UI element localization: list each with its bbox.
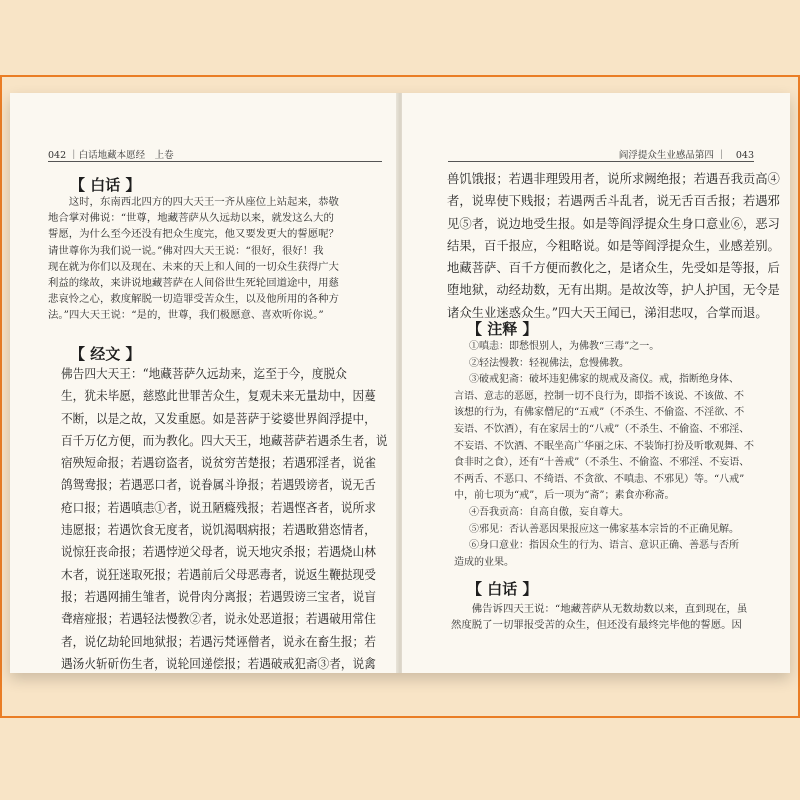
sutra-line: 遇汤火斩斫伤生者，说轮回递偿报；若遇破戒犯斋③者，说禽 <box>61 655 376 671</box>
frame-left-line <box>0 75 2 718</box>
vernacular-line: 这时，东南西北四方的四大天王一齐从座位上站起来，恭敬 <box>48 196 339 208</box>
sutra-text <box>61 363 388 673</box>
sutra-line: 宿殃短命报；若遇窃盗者，说贫穷苦楚报；若遇邪淫者，说雀 <box>61 455 376 471</box>
notes-text <box>454 339 754 571</box>
note-line: 妄语、不饮酒），有在家居士的“八戒”（不杀生、不偷盗、不邪淫、 <box>454 423 750 435</box>
sutra-heading: 【 经文 】 <box>70 345 141 363</box>
sutra-line: 地藏菩萨、百千方便而教化之，是诸众生，先受如是等报，后 <box>447 260 780 276</box>
note-line: ⑥身口意业：指因众生的行为、语言、意识正确、善恶与否所 <box>469 540 739 552</box>
vernacular-text-2 <box>451 601 747 633</box>
note-line: 造成的业果。 <box>454 556 514 568</box>
sutra-line: 聋瘖痖报；若遇轻法慢教②者，说永处恶道报；若遇破用常住 <box>61 611 376 627</box>
left-page <box>10 93 398 673</box>
vernacular-line: 悲哀怜之心，救度解脱一切造罪受苦众生，以及他所用的各种方 <box>48 293 339 306</box>
note-line: 中，前七项为“戒”，后一项为“斋”；素食亦称斋。 <box>454 490 675 502</box>
left-header-rule <box>48 161 382 162</box>
vernacular-text <box>48 194 339 324</box>
right-header-rule <box>448 161 754 162</box>
sutra-line: 生，犹未毕愿，慈愍此世罪苦众生，复观未来无量劫中，因蔓 <box>61 388 376 404</box>
sutra-line: 说惊狂丧命报；若遇悖逆父母者，说天地灾杀报；若遇烧山林 <box>61 544 376 560</box>
left-running-head: 042 ｜白话地藏本愿经 上卷 <box>48 150 174 161</box>
note-line: ①嗔恚：即愁恨别人，为佛教“三毒”之一。 <box>469 341 660 352</box>
vernacular-line: 然度脱了一切罪报受苦的众生，但还没有最终完毕他的誓愿。因 <box>451 619 742 632</box>
note-line: 言语、意志的恶愿，控制一切不良行为，即指不该说、不该做、不 <box>454 390 744 402</box>
sutra-line: 兽饥饿报；若遇非理毁用者，说所求阙绝报；若遇吾我贡高④ <box>447 171 780 186</box>
vernacular-line: 法。”四大天王说：“是的，世尊，我们极愿意、喜欢听你说。” <box>48 309 324 322</box>
note-line: ⑤邪见：否认善恶因果报应这一佛家基本宗旨的不正确见解。 <box>469 523 739 535</box>
note-line: 不两舌、不恶口、不绮语、不贪欲、不嗔恚、不邪见）等。“八戒” <box>454 473 745 485</box>
vernacular-line: 请世尊你为我们说一说。”佛对四大天王说：“很好，很好！我 <box>48 244 324 257</box>
frame-top-line <box>0 75 800 77</box>
right-running-head: 阎浮提众生业感品第四 ｜ 043 <box>618 150 754 161</box>
sutra-line: 不断，以是之故，又发重愿。如是菩萨于娑婆世界阎浮提中， <box>61 410 376 426</box>
vernacular-line: 利益的缘故，来讲说地藏菩萨在人间俗世生死轮回道途中，用慈 <box>48 277 339 290</box>
note-line: 该想的行为，有佛家僧尼的“五戒”（不杀生、不偷盗、不淫欲、不 <box>454 407 745 419</box>
note-line: ②轻法慢教：轻视佛法，怠慢佛教。 <box>469 357 629 369</box>
vernacular-line: 地合掌对佛说：“世尊，地藏菩萨从久远劫以来，就发这么大的 <box>48 212 334 225</box>
sutra-line: 结果，百千报应，今粗略说。如是等阎浮提众生，业感差别。 <box>447 237 780 253</box>
vernacular-heading-2: 【 白话 】 <box>467 580 538 598</box>
sutra-line: 疮口报；若遇嗔恚①者，说丑陋癃残报；若遇悭吝者，说所求 <box>61 499 376 515</box>
sutra-line: 者，说卑使下贱报；若遇两舌斗乱者，说无舌百舌报；若遇邪 <box>447 193 780 209</box>
open-book <box>10 93 790 673</box>
sutra-continued-text <box>447 168 780 324</box>
note-line: ④吾我贡高：自高自傲，妄自尊大。 <box>469 506 629 518</box>
sutra-line: 百千万亿方便，而为教化。四大天王，地藏菩萨若遇杀生者，说 <box>61 432 388 448</box>
sutra-line: 鸽鸳鸯报；若遇恶口者，说眷属斗诤报；若遇毁谤者，说无舌 <box>61 477 376 493</box>
sutra-line: 佛告四大天王：“地藏菩萨久远劫来，迄至于今，度脱众 <box>61 366 347 381</box>
sutra-line: 见⑤者，说边地受生报。如是等阎浮提众生身口意业⑥，恶习 <box>447 215 780 231</box>
vernacular-line: 现在就为你们以及现在、未来的天上和人间的一切众生获得广大 <box>48 260 339 273</box>
right-page <box>402 93 790 673</box>
vernacular-line: 誓愿，为什么至今还没有把众生度完，他又要发更大的誓愿呢？ <box>48 228 339 241</box>
vernacular-heading: 【 白话 】 <box>70 176 141 194</box>
sutra-line: 者，说亿劫轮回地狱报；若遇污梵诬僧者，说永在畜生报；若 <box>61 633 376 649</box>
notes-heading: 【 注释 】 <box>467 320 538 338</box>
sutra-line: 报；若遇网捕生雏者，说骨肉分离报；若遇毁谤三宝者，说盲 <box>61 588 376 604</box>
sutra-line: 诸众生业迷惑众生。”四大天王闻已，涕泪悲叹，合掌而退。 <box>447 304 768 320</box>
note-line: 食非时之食），还有“十善戒”（不杀生、不偷盗、不邪淫、不妄语、 <box>454 457 750 469</box>
note-line: ③破戒犯斋：破坏违犯佛家的规戒及斋仪。戒，指断绝身体、 <box>469 374 739 386</box>
vernacular-line: 佛告诉四天王说：“地藏菩萨从无数劫数以来，直到现在，虽 <box>451 603 748 615</box>
sutra-line: 木者，说狂迷取死报；若遇前后父母恶毒者，说返生鞭挞现受 <box>61 566 376 582</box>
frame-bottom-line <box>0 716 800 718</box>
note-line: 不妄语、不饮酒、不眠坐高广华丽之床、不装饰打扮及听歌观舞、不 <box>454 440 754 452</box>
sutra-line: 堕地狱，动经劫数，无有出期。是故汝等，护人护国，无令是 <box>447 282 780 298</box>
sutra-line: 违愿报；若遇饮食无度者，说饥渴咽病报；若遇畋猎恣情者， <box>61 522 376 538</box>
